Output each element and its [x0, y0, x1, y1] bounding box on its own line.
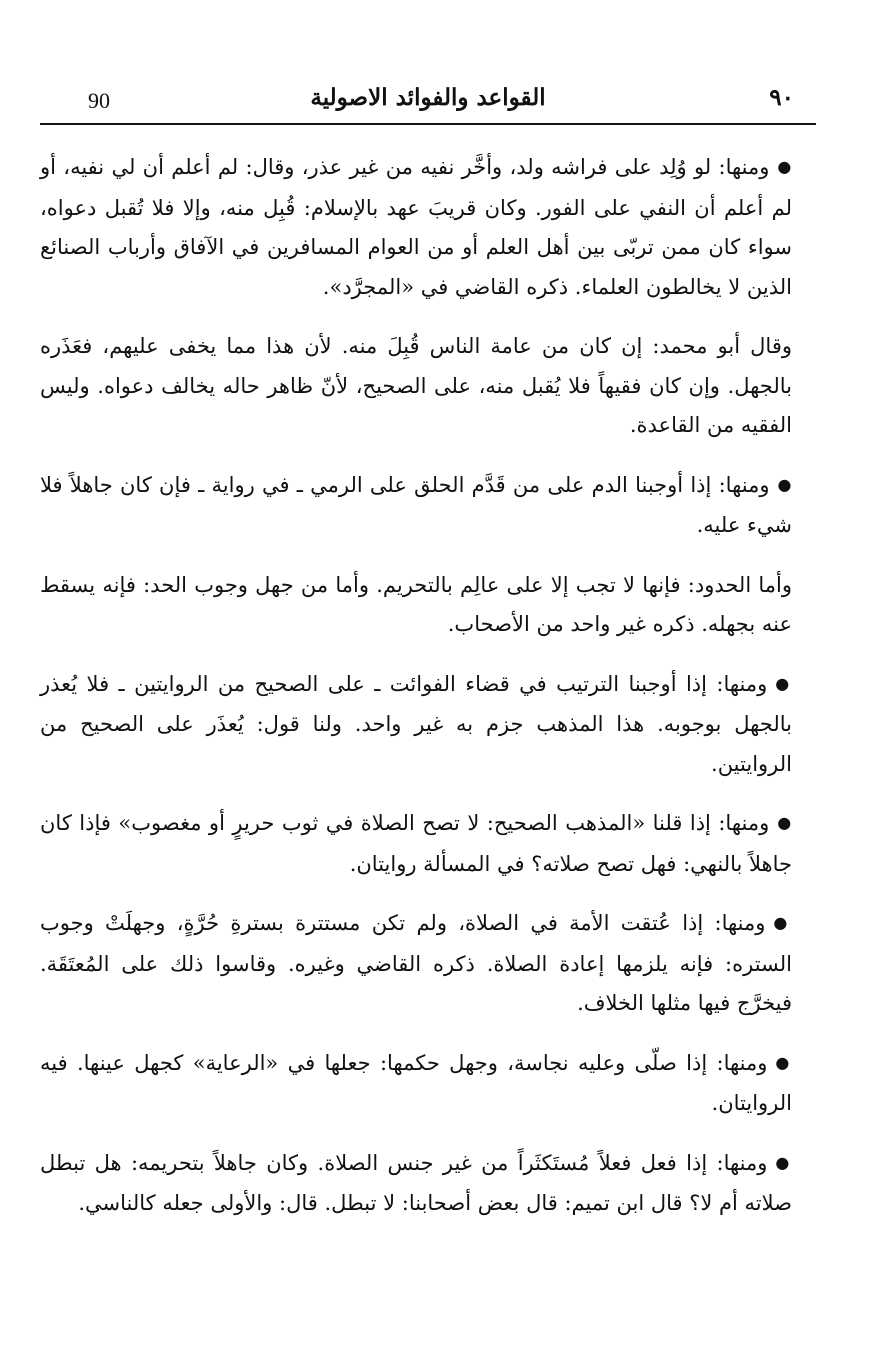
paragraph-text: وأما الحدود: فإنها لا تجب إلا على عالِم بالتحريم. وأما من جهل وجوب الحد: فإنه يسقط عنه بجهله. ذكره غير واحد من الأصحاب. [40, 572, 792, 636]
paragraph-text: ومنها: إذا أوجبنا الترتيب في قضاء الفوائت ـ على الصحيح من الروايتين ـ فلا يُعذر بالجهل بوجوبه. هذا المذهب جزم به غير واحد. ولنا قول: يُعذَر على الصحيح من الروايتين. [40, 671, 792, 776]
running-title: القواعد والفوائد الاصولية [310, 84, 546, 111]
bullet-icon: ● [773, 913, 792, 932]
paragraph-text: وقال أبو محمد: إن كان من عامة الناس قُبِلَ منه. لأن هذا مما يخفى عليهم، فعَذَره بالجهل. وإن كان فقيهاً فلا يُقبل منه، على الصحيح، لأنّ ظاهر حاله يخالف دعواه. وليس الفقيه من القاعدة. [40, 334, 792, 437]
paragraph-text: ومنها: إذا قلنا «المذهب الصحيح: لا تصح الصلاة في ثوب حريرٍ أو مغصوب» فإذا كان جاهلاً بالنهي: فهل تصح صلاته؟ في المسألة روايتان. [40, 811, 792, 876]
paragraph-text: ومنها: إذا أوجبنا الدم على من قَدَّم الحلق على الرمي ـ في رواية ـ فإن كان جاهلاً فلا شيء عليه. [40, 472, 792, 537]
page-number-latin: 90 [88, 88, 110, 113]
paragraph-9 [40, 1144, 792, 1224]
paragraph-3 [40, 466, 792, 546]
paragraph-6 [40, 804, 792, 884]
header-rule [40, 123, 816, 125]
page-header [40, 80, 816, 120]
bullet-icon: ● [775, 1052, 792, 1072]
paragraph-text: ومنها: إذا عُتقت الأمة في الصلاة، ولم تكن مستترة بسترةِ حُرَّةٍ، وجهلَتْ وجوب الستره: فإنه يلزمها إعادة الصلاة. ذكره القاضي وغيره. وقاسوا ذلك على المُعتَقَة. فيخرَّج فيها مثلها الخلاف. [40, 911, 792, 1015]
bullet-icon: ● [775, 1152, 792, 1172]
paragraph-5 [40, 665, 792, 785]
paragraph-text: ومنها: إذا فعل فعلاً مُستَكثَراً من غير جنس الصلاة. وكان جاهلاً بتحريمه: هل تبطل صلاته أم لا؟ قال ابن تميم: قال بعض أصحابنا: لا تبطل. قال: والأولى جعله كالناسي. [40, 1150, 792, 1215]
paragraph-7 [40, 904, 792, 1024]
paragraph-1 [40, 148, 792, 307]
paragraph-2 [40, 327, 792, 446]
paragraph-text: ومنها: إذا صلّى وعليه نجاسة، وجهل حكمها: جعلها في «الرعاية» كجهل عينها. فيه الروايتان. [40, 1050, 792, 1115]
bullet-icon: ● [777, 813, 792, 832]
paragraph-8 [40, 1044, 792, 1124]
paragraph-4 [40, 566, 792, 645]
bullet-icon: ● [777, 157, 792, 176]
paragraph-text: ومنها: لو وُلِد على فراشه ولد، وأخَّر نفيه من غير عذر، وقال: لم أعلم أن لي نفيه، أو لم أعلم أن النفي على الفور. وكان قريبَ عهد بالإسلام: قُبِل منه، وإلا فلا تُقبل دعواه، سواء كان ممن تربّى بين أهل العلم أو من العوام المسافرين في الآفاق وأرباب الصنائع الذين لا يخالطون العلماء. ذكره القاضي في «المجرَّد». [40, 155, 792, 299]
page-body [40, 148, 792, 1244]
bullet-icon: ● [775, 673, 792, 693]
bullet-icon: ● [777, 474, 792, 494]
page-number-arabic: ٩٠ [769, 84, 794, 111]
